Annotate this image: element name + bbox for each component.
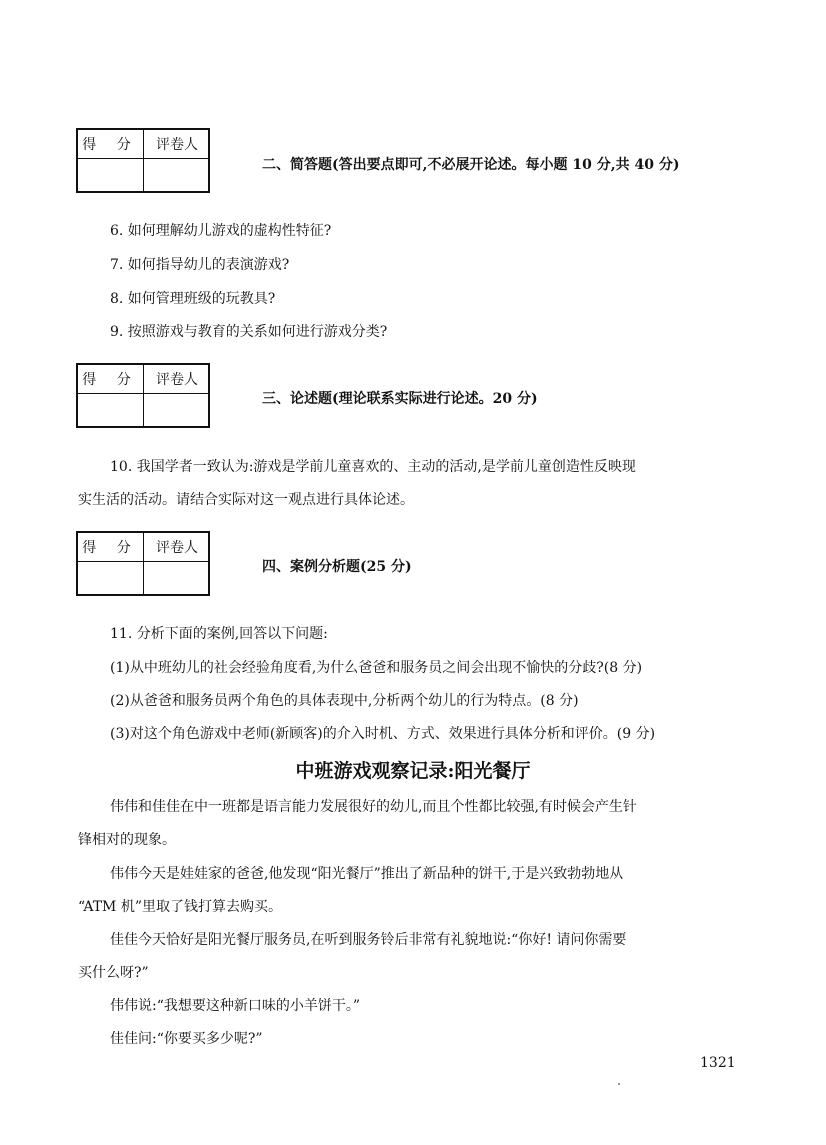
case-paragraph-2-line-1: 伟伟今天是娃娃家的爸爸,他发现“阳光餐厅”推出了新品种的饼干,于是兴致勃勃地从 bbox=[110, 866, 624, 882]
score-label: 得 分 bbox=[78, 533, 144, 562]
grader-label: 评卷人 bbox=[144, 365, 210, 394]
score-cell[interactable] bbox=[78, 562, 144, 594]
case-paragraph-1-line-1: 伟伟和佳佳在中一班都是语言能力发展很好的幼儿,而且个性都比较强,有时候会产生针 bbox=[110, 799, 637, 815]
section-2-title: 二、简答题(答出要点即可,不必展开论述。每小题 10 分,共 40 分) bbox=[262, 157, 680, 173]
case-title: 中班游戏观察记录:阳光餐厅 bbox=[295, 760, 531, 782]
question-6: 6. 如何理解幼儿游戏的虚构性特征? bbox=[110, 223, 332, 239]
question-11-part-3: (3)对这个角色游戏中老师(新顾客)的介入时机、方式、效果进行具体分析和评价。(9 分) bbox=[110, 726, 656, 742]
grader-cell[interactable] bbox=[144, 562, 210, 594]
page-number: 1321 bbox=[700, 1055, 736, 1071]
case-paragraph-3-line-1: 佳佳今天恰好是阳光餐厅服务员,在听到服务铃后非常有礼貌地说:“你好! 请问你需要 bbox=[110, 932, 627, 948]
question-7: 7. 如何指导幼儿的表演游戏? bbox=[110, 257, 290, 273]
grader-label: 评卷人 bbox=[144, 130, 210, 159]
question-11-part-1: (1)从中班幼儿的社会经验角度看,为什么爸爸和服务员之间会出现不愉快的分歧?(8 分) bbox=[110, 660, 643, 676]
case-paragraph-4: 伟伟说:“我想要这种新口味的小羊饼干。” bbox=[110, 998, 361, 1014]
score-label: 得 分 bbox=[78, 130, 144, 159]
question-8: 8. 如何管理班级的玩教具? bbox=[110, 291, 276, 307]
score-table-section-2 bbox=[76, 128, 210, 193]
question-10-line-2: 实生活的活动。请结合实际对这一观点进行具体论述。 bbox=[78, 492, 414, 508]
score-cell[interactable] bbox=[78, 159, 144, 191]
question-11-part-2: (2)从爸爸和服务员两个角色的具体表现中,分析两个幼儿的行为特点。(8 分) bbox=[110, 693, 579, 709]
case-paragraph-3-line-2: 买什么呀?” bbox=[78, 965, 149, 981]
question-9: 9. 按照游戏与教育的关系如何进行游戏分类? bbox=[110, 324, 388, 340]
question-10-line-1: 10. 我国学者一致认为:游戏是学前儿童喜欢的、主动的活动,是学前儿童创造性反映现 bbox=[110, 459, 636, 475]
score-cell[interactable] bbox=[78, 394, 144, 426]
case-paragraph-1-line-2: 锋相对的现象。 bbox=[78, 832, 176, 848]
section-3-title: 三、论述题(理论联系实际进行论述。20 分) bbox=[262, 391, 538, 407]
case-paragraph-2-line-2: “ATM 机”里取了钱打算去购买。 bbox=[78, 899, 282, 915]
scan-speck bbox=[618, 1083, 620, 1085]
grader-label: 评卷人 bbox=[144, 533, 210, 562]
grader-cell[interactable] bbox=[144, 394, 210, 426]
section-4-title: 四、案例分析题(25 分) bbox=[262, 559, 412, 575]
score-table-section-4 bbox=[76, 531, 210, 596]
score-label: 得 分 bbox=[78, 365, 144, 394]
question-11: 11. 分析下面的案例,回答以下问题: bbox=[110, 626, 328, 642]
case-paragraph-5: 佳佳问:“你要买多少呢?” bbox=[110, 1031, 263, 1047]
score-table-section-3 bbox=[76, 363, 210, 428]
grader-cell[interactable] bbox=[144, 159, 210, 191]
